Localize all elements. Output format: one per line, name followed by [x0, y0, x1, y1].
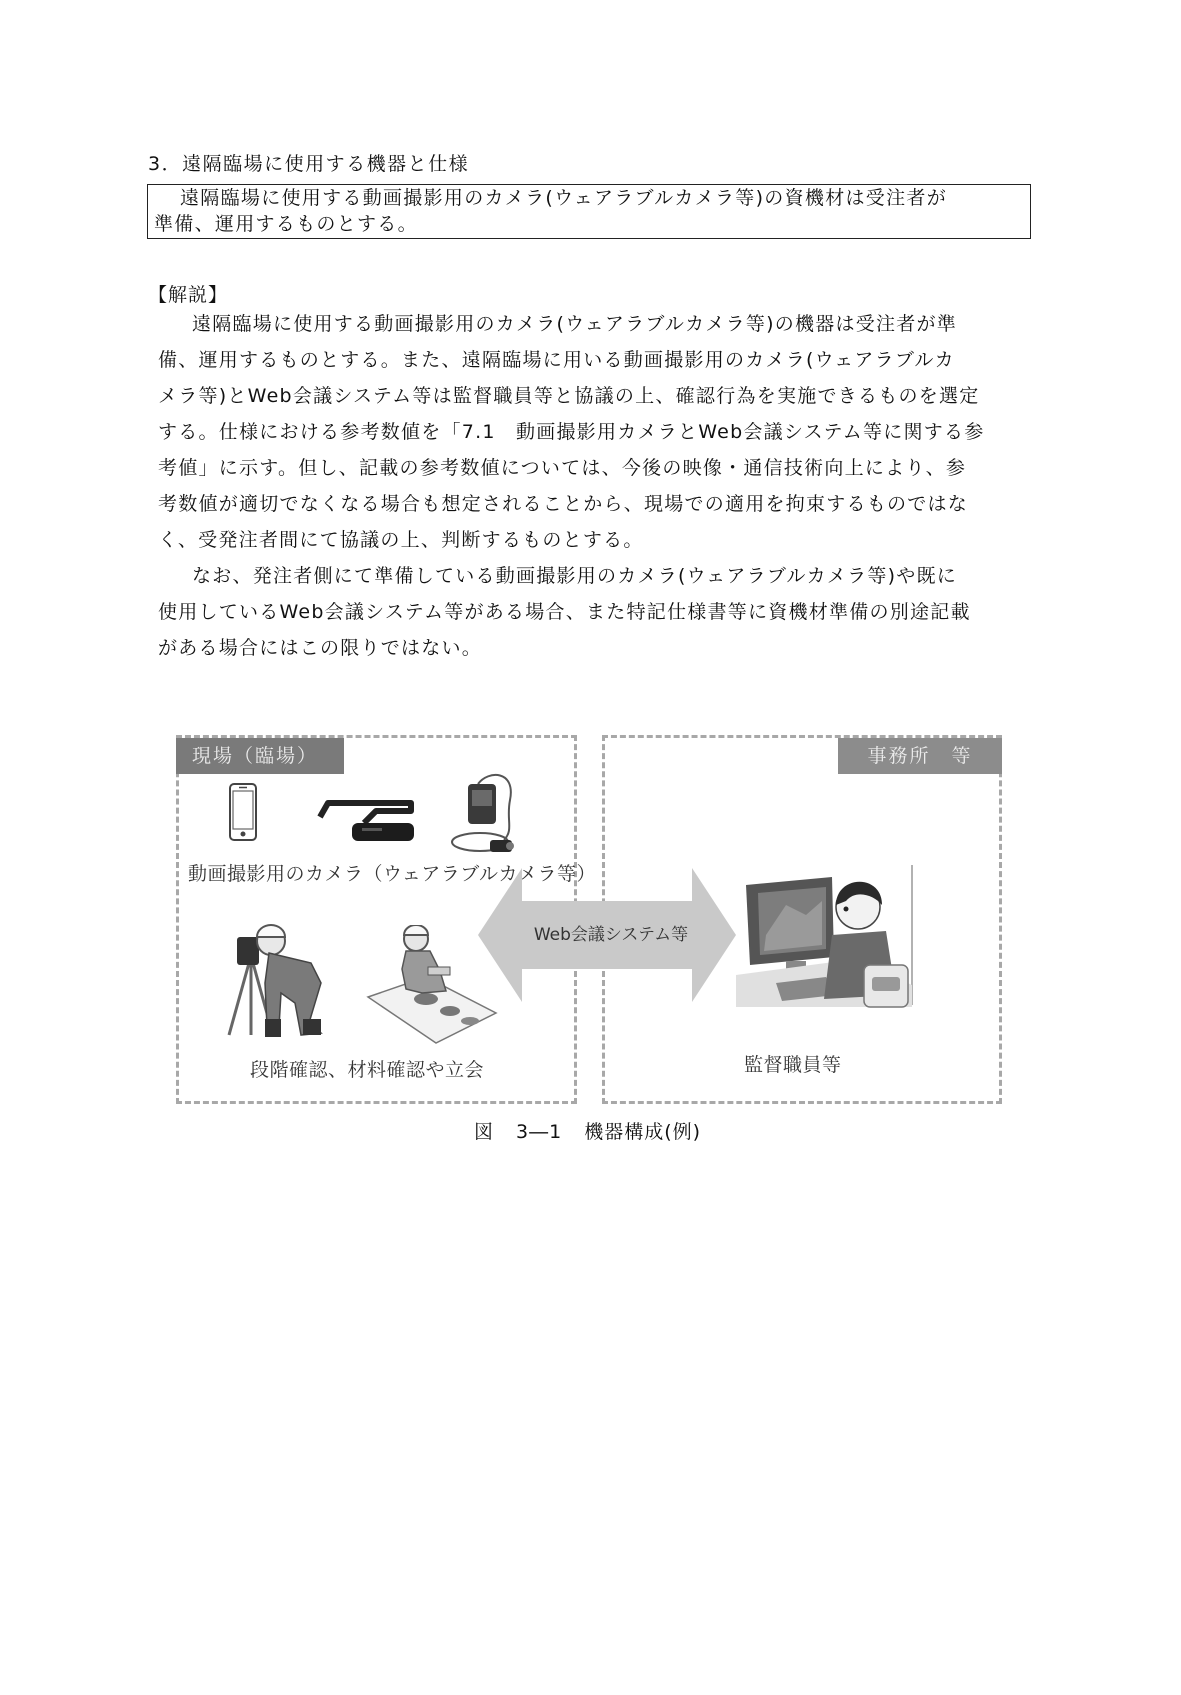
wearable-glasses-camera-icon [316, 797, 416, 847]
body-camera-icon [448, 770, 538, 858]
paragraph-line: 考数値が適切でなくなる場合も想定されることから、現場での適用を拘束するものではな [158, 493, 969, 515]
paragraph-line: なお、発注者側にて準備している動画撮影用のカメラ(ウェアラブルカメラ等)や既に [192, 565, 958, 587]
web-conference-label: Web会議システム等 [533, 925, 689, 945]
caption-prefix: 図 [474, 1121, 495, 1143]
paragraph-line: 考値」に示す。但し、記載の参考数値については、今後の映像・通信技術向上により、参 [158, 457, 967, 479]
paragraph-line: 備、運用するものとする。また、遠隔臨場に用いる動画撮影用のカメラ(ウェアラブルカ [158, 349, 955, 371]
caption-number: 3―1 [516, 1121, 563, 1143]
smartphone-icon [228, 782, 258, 842]
paragraph-line: がある場合にはこの限りではない。 [158, 637, 483, 659]
rule-line: 準備、運用するものとする。 [154, 213, 418, 235]
commentary-label: 【解説】 [148, 284, 229, 306]
office-tag: 事務所 等 [838, 738, 1002, 774]
surveyor-illustration-icon [221, 923, 341, 1041]
equipment-diagram [176, 735, 1002, 1107]
section-heading: 3．遠隔臨場に使用する機器と仕様 [148, 153, 470, 175]
paragraph-line: メラ等)とWeb会議システム等は監督職員等と協議の上、確認行為を実施できるものを選定 [158, 385, 980, 407]
figure-caption [474, 1117, 723, 1144]
commentary-paragraph-2 [158, 558, 1038, 666]
rule-line: 遠隔臨場に使用する動画撮影用のカメラ(ウェアラブルカメラ等)の資機材は受注者が [180, 187, 948, 209]
activities-label: 段階確認、材料確認や立会 [250, 1059, 485, 1081]
supervisor-at-computer-illustration-icon [736, 865, 916, 1015]
paragraph-line: する。仕様における参考数値を「7.1 動画撮影用カメラとWeb会議システム等に関する参 [158, 421, 985, 443]
caption-title: 機器構成(例) [584, 1121, 702, 1143]
paragraph-line: く、受発注者間にて協議の上、判断するものとする。 [158, 529, 644, 551]
commentary-paragraph-1 [158, 306, 1038, 558]
paragraph-line: 遠隔臨場に使用する動画撮影用のカメラ(ウェアラブルカメラ等)の機器は受注者が準 [192, 313, 958, 335]
devices-label: 動画撮影用のカメラ（ウェアラブルカメラ等） [188, 863, 596, 885]
site-tag: 現場（臨場） [176, 738, 344, 774]
rule-box [147, 184, 1031, 239]
paragraph-line: 使用しているWeb会議システム等がある場合、また特記仕様書等に資機材準備の別途記載 [158, 601, 971, 623]
supervisor-label: 監督職員等 [744, 1054, 842, 1076]
